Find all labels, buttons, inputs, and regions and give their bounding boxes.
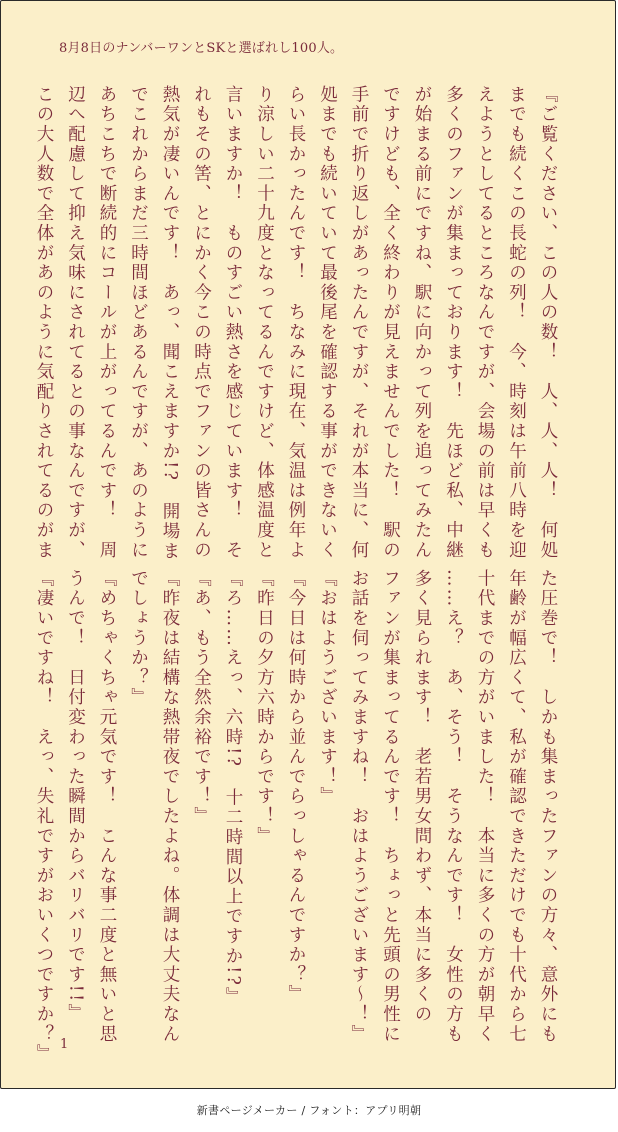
text-line: 年齢が幅広くて、私が確認できただけでも十代から七	[506, 569, 527, 1045]
text-line: 手前で折り返しがあったんですが、それが本当に、何	[349, 85, 369, 561]
text-line: 多く見られます！ 老若男女問わず、本当に多くの	[412, 569, 432, 1025]
text-line: 『おはようございます！』	[317, 569, 338, 807]
text-line: 言いますか！ ものすごい熱さを感じています！ そ	[223, 85, 243, 561]
text-line: 処までも続いていて最後尾を確認する事ができないく	[317, 85, 338, 561]
text-line: 十代までの方がいました！ 本当に多くの方が朝早く	[475, 569, 495, 1045]
footer-credit: 新書ページメーカー / フォント：アプリ明朝	[196, 1104, 422, 1117]
text-line: 多くのファンが集まっております！ 先ほど私、中継	[443, 85, 464, 561]
text-line: 熱気が凄いんです！ あっ、聞こえますか!? 開場ま	[160, 85, 180, 562]
text-line: ファンが集まってるんです！ ちょっと先頭の男性に	[380, 569, 401, 1045]
text-line: 辺へ配慮して抑え気味にされてるとの事なんですが、	[65, 85, 86, 561]
text-line: でしょうか？』	[128, 569, 149, 708]
vertical-text-block-lower	[28, 569, 564, 1064]
text-line: までも続くこの長蛇の列！ 今、時刻は午前八時を迎	[506, 85, 527, 561]
text-line: 『めちゃくちゃ元気です！ こんな事二度と無いと思	[97, 569, 117, 1045]
text-line: らい長かったんです！ ちなみに現在、気温は例年よ	[286, 85, 306, 561]
text-line: 『昨夜は結構な熱帯夜でしたよね。体調は大丈夫なん	[160, 569, 180, 1045]
text-line: 『凄いですね！ えっ、失礼ですがおいくつですか？』	[34, 569, 54, 1064]
vertical-text-block-upper	[28, 85, 564, 562]
text-line: ……え？ あ、そう！ そうなんです！ 女性の方も	[443, 569, 464, 1045]
text-line: 『あ、もう全然余裕です！』	[191, 569, 212, 827]
page-header-title: 8月8日のナンバーワンとSKと選ばれし100人。	[59, 41, 344, 56]
text-line: ですけども、全く終わりが見えませんでした！ 駅の	[380, 85, 401, 561]
text-line: うんで！ 日付変わった瞬間からバリバリです!!』	[65, 569, 86, 1024]
text-line: 『ご覧ください、この人の数！ 人、人、人！ 何処	[538, 85, 558, 561]
text-line: お話を伺ってみますね！ おはようございます～！』	[349, 569, 369, 1045]
text-line: えようとしてるところなんですが、会場の前は早くも	[475, 85, 495, 561]
text-line: 『昨日の夕方六時からです！』	[254, 569, 275, 847]
page-number: 1	[60, 1037, 69, 1052]
text-line: 『ろ……えっ、六時!? 十二時間以上ですか!?』	[223, 569, 243, 1008]
text-line: あちこちで断続的にコールが上がってるんです！ 周	[97, 85, 117, 561]
text-line: た圧巻で！ しかも集まったファンの方々、意外にも	[538, 569, 558, 1045]
text-line: 『今日は何時から並んでらっしゃるんですか？』	[286, 569, 306, 1005]
text-line: この大人数で全体があのように気配りされてるのがま	[34, 85, 54, 561]
text-line: れもその筈、とにかく今この時点でファンの皆さんの	[191, 85, 212, 561]
text-line: でこれからまだ三時間ほどあるんですが、あのように	[128, 85, 149, 561]
text-line: が始まる前にですね、駅に向かって列を追ってみたん	[412, 85, 432, 561]
text-line: り涼しい二十九度となってるんですけど、体感温度と	[254, 85, 275, 561]
